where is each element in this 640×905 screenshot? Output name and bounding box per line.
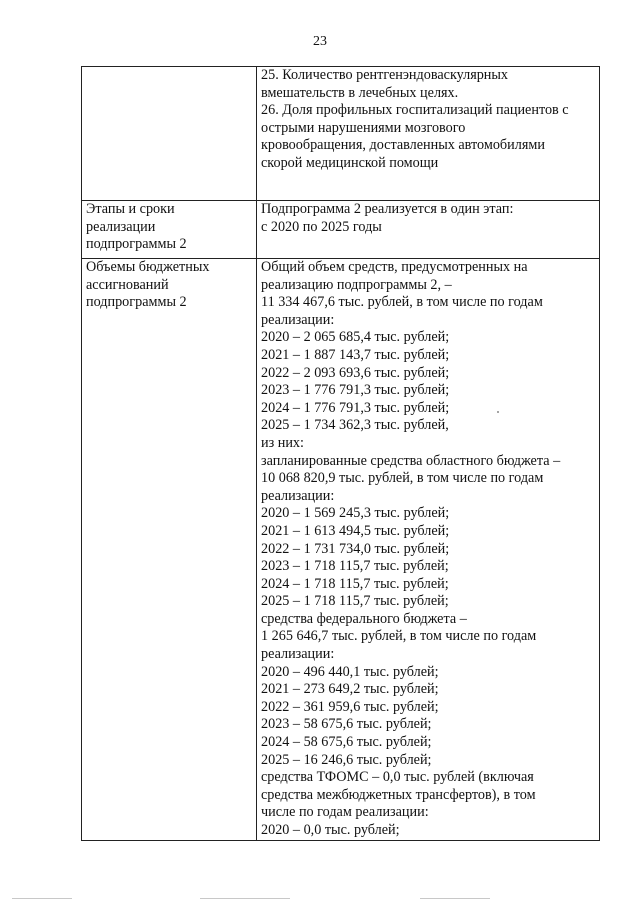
row-value-line: средства ТФОМС – 0,0 тыс. рублей (включая	[261, 769, 534, 786]
scan-artifact-line	[12, 898, 72, 899]
row-value-line: 2022 – 1 731 734,0 тыс. рублей;	[261, 540, 450, 557]
row-value-line: 26. Доля профильных госпитализаций пациентов с	[261, 102, 569, 119]
row-label-line: ассигнований	[86, 276, 169, 293]
row-value-line: 2022 – 361 959,6 тыс. рублей;	[261, 698, 439, 715]
row-value-line: реализации:	[261, 487, 335, 504]
row-label-cell	[82, 201, 257, 259]
row-value-line: 2023 – 58 675,6 тыс. рублей;	[261, 716, 432, 733]
row-value-line: средства межбюджетных трансфертов), в том	[261, 786, 536, 803]
row-label-line: Объемы бюджетных	[86, 259, 210, 275]
scan-artifact-line	[420, 898, 490, 899]
table-row	[82, 201, 600, 259]
row-value-line: реализации:	[261, 311, 335, 328]
subprogram-passport-table	[81, 66, 600, 841]
row-label-line: Этапы и сроки	[86, 201, 175, 217]
row-value-line: из них:	[261, 434, 304, 451]
row-label-cell	[82, 259, 257, 841]
row-value-cell	[257, 67, 600, 201]
table-row	[82, 67, 600, 201]
row-value-line: 2022 – 2 093 693,6 тыс. рублей;	[261, 364, 450, 381]
row-value-line: 2024 – 58 675,6 тыс. рублей;	[261, 734, 432, 751]
row-value-line: кровообращения, доставленных автомобилями	[261, 137, 545, 154]
row-value-line: 2021 – 273 649,2 тыс. рублей;	[261, 681, 439, 698]
row-value-line: с 2020 по 2025 годы	[261, 218, 382, 235]
row-value-line: 2023 – 1 718 115,7 тыс. рублей;	[261, 558, 449, 575]
row-value-line: 2021 – 1 887 143,7 тыс. рублей;	[261, 346, 450, 363]
row-value-line: 10 068 820,9 тыс. рублей, в том числе по годам	[261, 470, 544, 487]
row-value-line: запланированные средства областного бюджета –	[261, 452, 561, 469]
row-value-line: реализацию подпрограммы 2, –	[261, 276, 452, 293]
row-value-line: острыми нарушениями мозгового	[261, 119, 466, 136]
row-label-cell	[82, 67, 257, 201]
row-label-line: реализации	[86, 218, 156, 235]
scan-artifact-line	[200, 898, 290, 899]
row-value-line: числе по годам реализации:	[261, 804, 429, 821]
row-value-cell	[257, 259, 600, 841]
row-value-line: 2023 – 1 776 791,3 тыс. рублей;	[261, 382, 450, 399]
row-value-line: 2020 – 0,0 тыс. рублей;	[261, 822, 400, 838]
row-value-cell	[257, 201, 600, 259]
row-value-line: скорой медицинской помощи	[261, 154, 439, 171]
row-value-line: средства федерального бюджета –	[261, 610, 467, 627]
row-value-line: 2025 – 1 718 115,7 тыс. рублей;	[261, 593, 449, 610]
scan-speck	[497, 411, 499, 413]
row-label-line: подпрограммы 2	[86, 236, 187, 253]
row-value-line: 2024 – 1 776 791,3 тыс. рублей;	[261, 399, 450, 416]
row-value-line: 25. Количество рентгенэндоваскулярных	[261, 67, 509, 83]
page-number: 23	[313, 34, 327, 49]
row-value-line: 2020 – 496 440,1 тыс. рублей;	[261, 663, 439, 680]
row-value-line: 2021 – 1 613 494,5 тыс. рублей;	[261, 522, 450, 539]
row-value-line: 2024 – 1 718 115,7 тыс. рублей;	[261, 575, 449, 592]
row-value-line: вмешательств в лечебных целях.	[261, 84, 459, 101]
row-value-line: 2020 – 1 569 245,3 тыс. рублей;	[261, 505, 450, 522]
row-value-line: Общий объем средств, предусмотренных на	[261, 259, 528, 275]
row-label-line: подпрограммы 2	[86, 294, 187, 311]
row-value-line: Подпрограмма 2 реализуется в один этап:	[261, 201, 514, 217]
row-value-line: 2025 – 1 734 362,3 тыс. рублей,	[261, 417, 449, 434]
row-value-line: 2020 – 2 065 685,4 тыс. рублей;	[261, 329, 450, 346]
row-value-line: реализации:	[261, 646, 335, 663]
table-row	[82, 259, 600, 841]
row-value-line: 11 334 467,6 тыс. рублей, в том числе по годам	[261, 294, 543, 311]
row-value-line: 2025 – 16 246,6 тыс. рублей;	[261, 751, 432, 768]
row-value-line: 1 265 646,7 тыс. рублей, в том числе по годам	[261, 628, 537, 645]
